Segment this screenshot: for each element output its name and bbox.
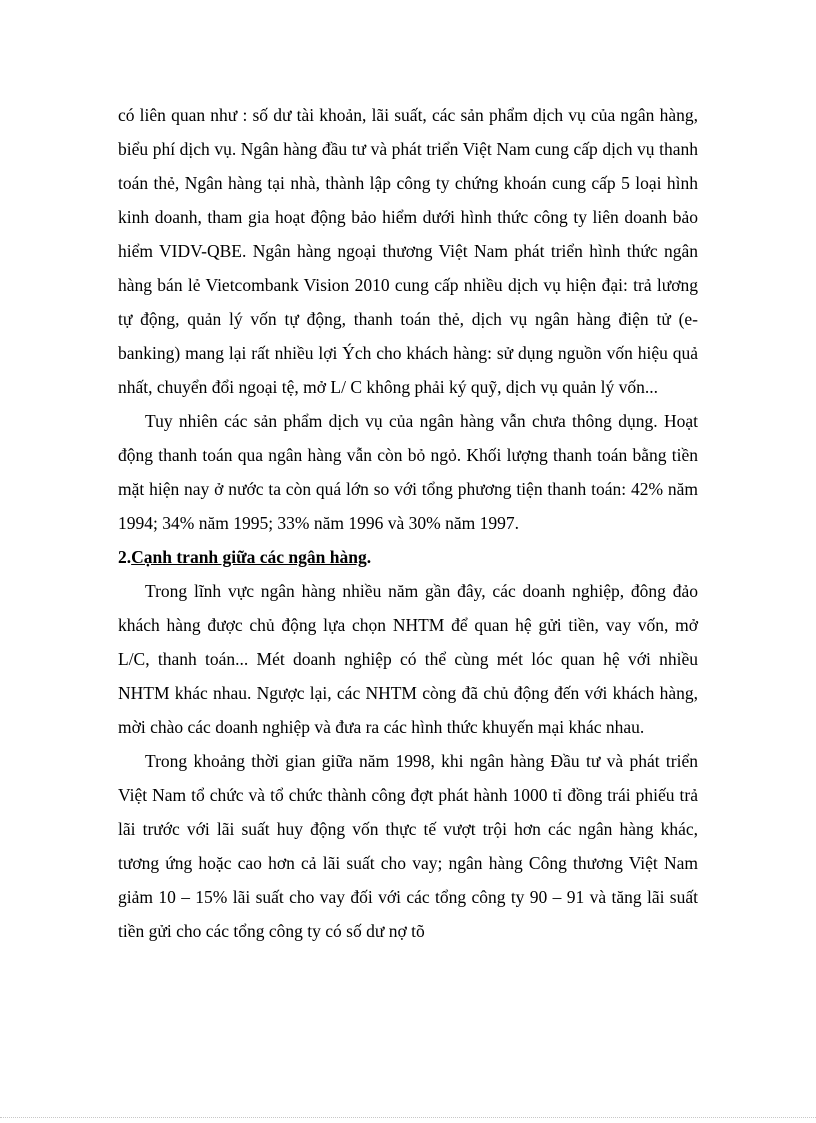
- paragraph-competition: Trong lĩnh vực ngân hàng nhiều năm gần đây, các doanh nghiệp, đông đảo khách hàng được chủ động lựa chọn NHTM để quan hệ gửi tiền, vay vốn, mở L/C, thanh toán... Mét doanh nghiệp có thể cùng mét lóc quan hệ với nhiều NHTM khác nhau. Ngược lại, các NHTM còng đã chủ động đến với khách hàng, mời chào các doanh nghiệp và đưa ra các hình thức khuyến mại khác nhau.: [118, 581, 698, 737]
- section-number: 2.: [118, 547, 132, 567]
- section-trailing-punct: .: [366, 547, 372, 567]
- paragraph-1998-bonds: Trong khoảng thời gian giữa năm 1998, khi ngân hàng Đầu tư và phát triển Việt Nam tổ chức và tổ chức thành công đợt phát hành 1000 tỉ đồng trái phiếu trả lãi trước với lãi suất huy động vốn thực tế vượt trội hơn các ngân hàng khác, tương ứng hoặc cao hơn cả lãi suất cho vay; ngân hàng Công thương Việt Nam giảm 10 – 15% lãi suất cho vay đối với các tổng công ty 90 – 91 và tăng lãi suất tiền gửi cho các tổng công ty có số dư nợ tõ: [118, 751, 698, 941]
- paragraph-continuation: có liên quan như : số dư tài khoản, lãi suất, các sản phẩm dịch vụ của ngân hàng, biểu phí dịch vụ. Ngân hàng đầu tư và phát triển Việt Nam cung cấp dịch vụ thanh toán thẻ, Ngân hàng tại nhà, thành lập công ty chứng khoán cung cấp 5 loại hình kinh doanh, tham gia hoạt động bảo hiểm dưới hình thức công ty liên doanh bảo hiểm VIDV-QBE. Ngân hàng ngoại thương Việt Nam phát triển hình thức ngân hàng bán lẻ Vietcombank Vision 2010 cung cấp nhiều dịch vụ hiện đại: trả lương tự động, quản lý vốn tự động, thanh toán thẻ, dịch vụ ngân hàng điện tử (e-banking) mang lại rất nhiều lợi Ých cho khách hàng: sử dụng nguồn vốn hiệu quả nhất, chuyển đổi ngoại tệ, mở L/ C không phải ký quỹ, dịch vụ quản lý vốn...: [118, 105, 698, 397]
- paragraph-payment-status: Tuy nhiên các sản phẩm dịch vụ của ngân hàng vẫn chưa thông dụng. Hoạt động thanh toán qua ngân hàng vẫn còn bỏ ngỏ. Khối lượng thanh toán bằng tiền mặt hiện nay ở nước ta còn quá lớn so với tổng phương tiện thanh toán: 42% năm 1994; 34% năm 1995; 33% năm 1996 và 30% năm 1997.: [118, 411, 698, 533]
- page-bottom-border: [0, 1117, 816, 1118]
- section-title: Cạnh tranh giữa các ngân hàng: [131, 547, 367, 567]
- section-heading: [118, 540, 698, 574]
